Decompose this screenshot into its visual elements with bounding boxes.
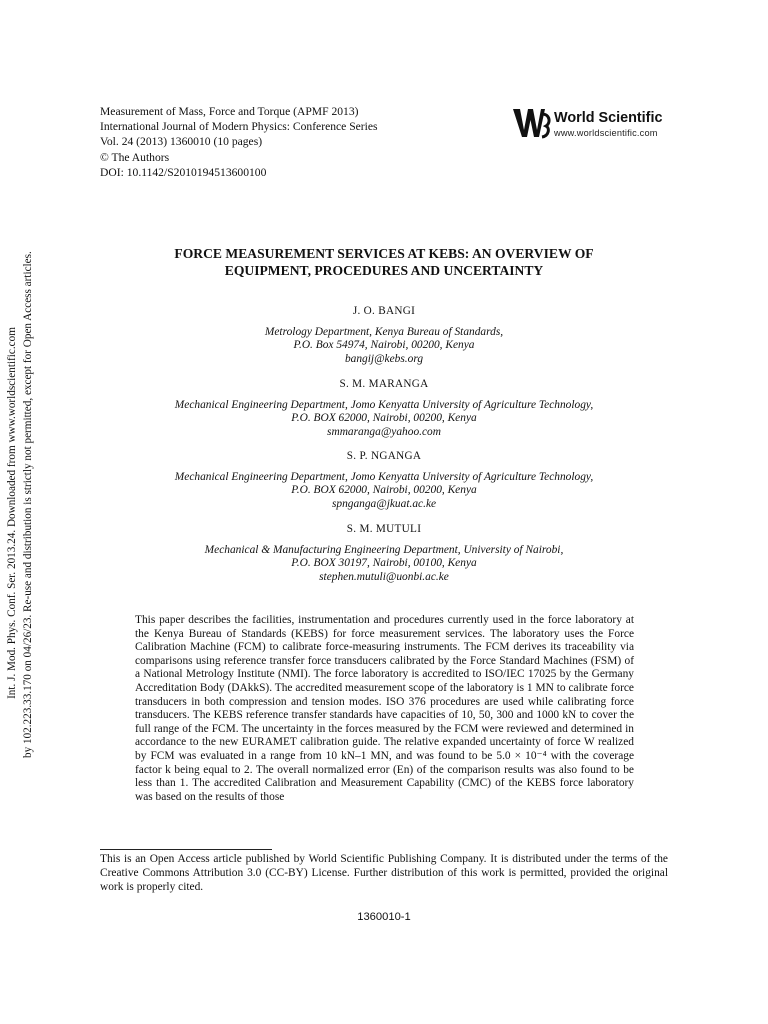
side-note-line-2: by 102.223.33.170 on 04/26/23. Re-use and distribution is strictly not permitted, except for Open Access articles. [22,251,34,758]
doi: DOI: 10.1142/S2010194513600100 [100,165,267,179]
page-number: 1360010-1 [357,911,411,923]
affiliation-line: Mechanical Engineering Department, Jomo Kenyatta University of Agriculture Technology, [174,399,594,411]
title-line-1: FORCE MEASUREMENT SERVICES AT KEBS: AN OVERVIEW OF [174,246,594,261]
affiliation-line: P.O. Box 54974, Nairobi, 00200, Kenya [293,339,475,352]
copyright: © The Authors [100,150,170,164]
side-note-line-1: Int. J. Mod. Phys. Conf. Ser. 2013.24. Downloaded from www.worldscientific.com [6,327,18,699]
footnote-divider [100,849,272,850]
author-block [100,522,668,584]
affiliation-line: Metrology Department, Kenya Bureau of Standards, [264,326,504,338]
paper-title [100,245,668,279]
publisher-url: www.worldscientific.com [554,128,658,138]
author-email: smmaranga@yahoo.com [327,425,441,438]
author-email: spnganga@jkuat.ac.ke [331,497,437,510]
publisher-name: World Scientific [554,110,663,126]
journal-info [100,104,378,180]
author-email: bangij@kebs.org [344,352,424,365]
download-side-note [4,251,52,758]
author-block [100,304,668,366]
publisher-logo [512,106,672,140]
conference-name: Measurement of Mass, Force and Torque (APMF 2013) [100,105,359,118]
affiliation-line: P.O. BOX 30197, Nairobi, 00100, Kenya [291,557,477,570]
author-affiliation [100,326,668,366]
author-name: S. M. MUTULI [346,523,422,535]
author-name: S. P. NGANGA [346,450,422,462]
affiliation-line: P.O. BOX 62000, Nairobi, 00200, Kenya [291,412,477,425]
abstract: This paper describes the facilities, instrumentation and procedures currently used in the force laboratory at the Kenya Bureau of Standards (KEBS) for force measurement services. The laboratory uses the Force Calibration Machine (FCM) to calibrate force-measuring instruments. The FCM derives its traceability via comparisons using reference transfer force transducers calibrated by the Force Standard Machines (FSM) of a National Metrology Institute (NMI). The force laboratory is accredited to ISO/IEC 17025 by the Germany Accreditation Body (DAkkS). The accredited measurement scope of the laboratory is 1 MN to calibrate force transducers in both compression and tension modes. ISO 376 procedures are used while calibrating force transducers. The KEBS reference transfer standards have capacities of 10, 50, 300 and 1000 kN to cover the full range of the FCM. The uncertainty in the forces measured by the FCM were reviewed and determined in accordance to the new EURAMET calibration guide. The relative expanded uncertainty of force W realized by FCM was evaluated in a range from 10 kN–1 MN, and was found to be 5.0 × 10⁻⁴ with the coverage factor k being equal to 2. The overall normalized error (En) of the comparison results was also found to be less than 1. The accredited Calibration and Measurement Capability (CMC) of the KEBS force laboratory was based on the results of those [135,614,634,803]
author-affiliation [100,399,668,439]
author-block [100,377,668,439]
author-affiliation [100,544,668,584]
journal-name: International Journal of Modern Physics: Conference Series [100,120,378,134]
author-name: J. O. BANGI [352,305,416,317]
author-name: S. M. MARANGA [339,378,429,390]
world-scientific-logo-icon [512,106,552,140]
author-affiliation [100,471,668,511]
author-email: stephen.mutuli@uonbi.ac.ke [319,570,449,583]
title-line-2: EQUIPMENT, PROCEDURES AND UNCERTAINTY [224,263,544,278]
affiliation-line: P.O. BOX 62000, Nairobi, 00200, Kenya [291,484,477,497]
author-block [100,449,668,511]
open-access-footnote: This is an Open Access article published by World Scientific Publishing Company. It is distributed under the terms of the Creative Commons Attribution 3.0 (CC-BY) License. Further distribution of this work is permitted, provided the original work is properly cited. [100,853,668,893]
affiliation-line: Mechanical & Manufacturing Engineering Department, University of Nairobi, [204,544,564,556]
volume-info: Vol. 24 (2013) 1360010 (10 pages) [100,135,263,149]
affiliation-line: Mechanical Engineering Department, Jomo Kenyatta University of Agriculture Technology, [174,471,594,483]
